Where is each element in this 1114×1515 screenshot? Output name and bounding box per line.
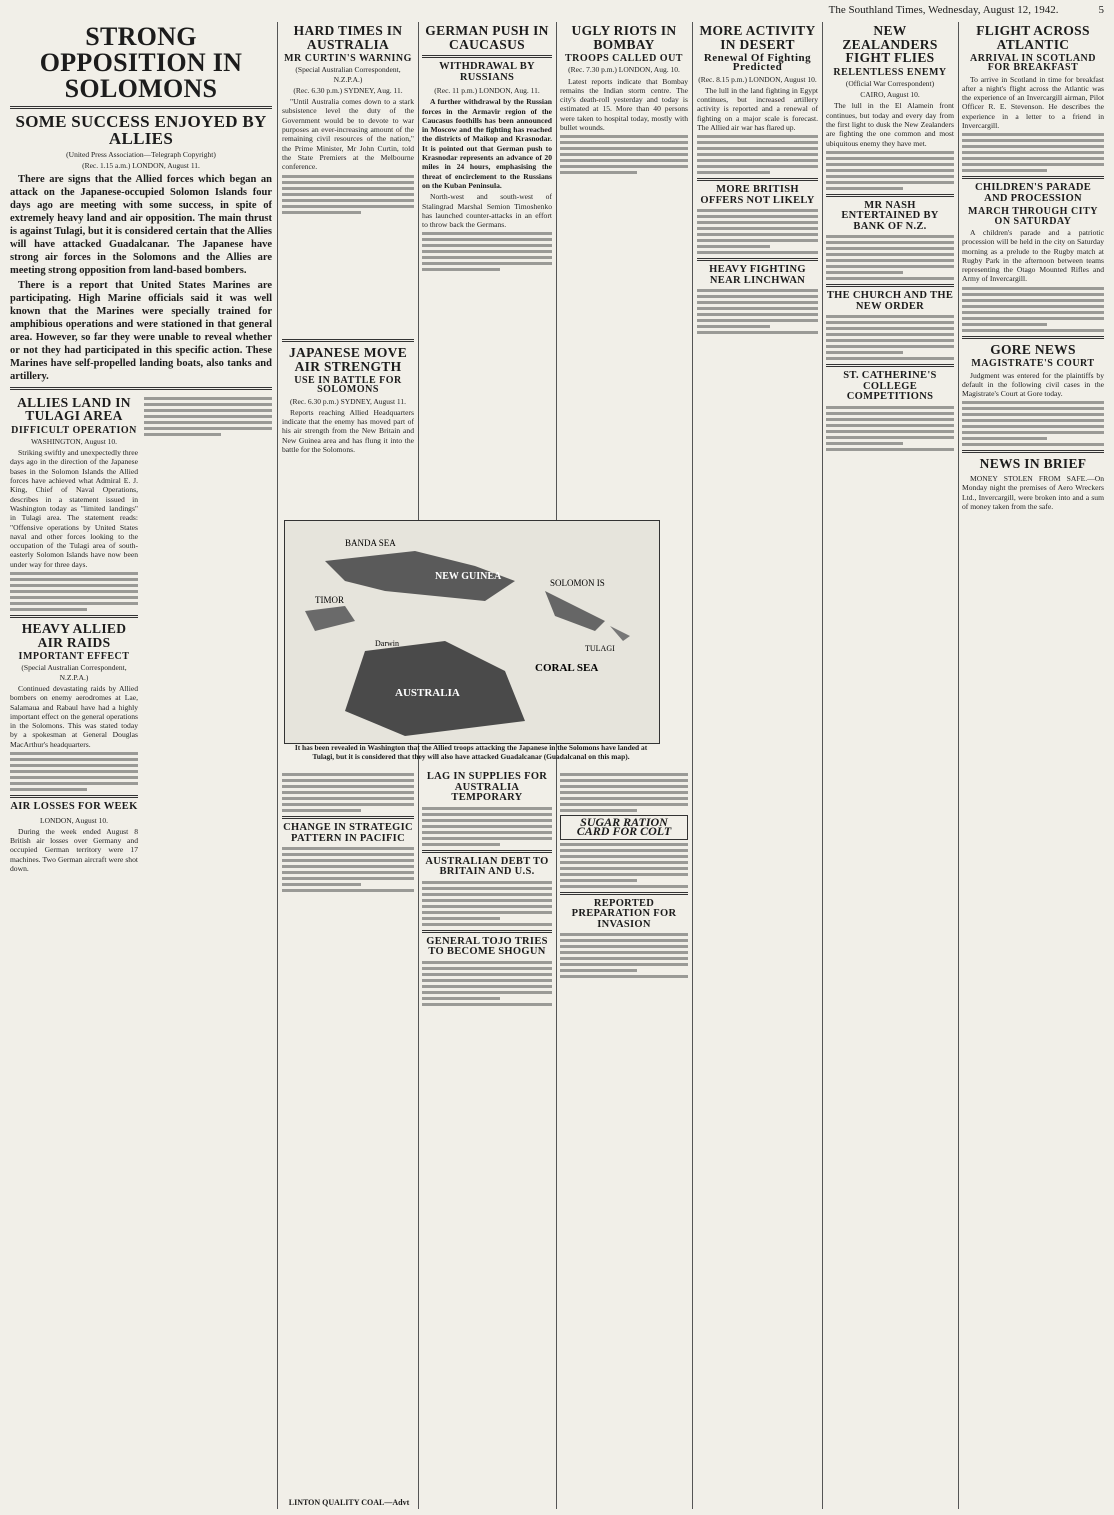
text-line <box>826 157 954 160</box>
text-line <box>422 244 552 247</box>
text-line <box>826 321 954 324</box>
credit-line: (United Press Association—Telegraph Copyright) <box>66 150 216 159</box>
map-label: CORAL SEA <box>535 662 599 674</box>
text-line <box>826 406 954 409</box>
text-line <box>826 259 954 262</box>
headline: HEAVY FIGHTING NEAR LINCHWAN <box>709 264 806 286</box>
text-line <box>962 157 1104 160</box>
text-line <box>560 153 688 156</box>
lead-paragraph: There are signs that the Allied forces which began an attack on the Japanese-occupied Solomon Islands four days ago are meeting with some success, in spite of extremely heavy land and air opposition. The main thrust is against Tulagi, but it is considered certain that the Allies will have attacked Guadalcanar. The Japanese have strong air forces in the Solomons and the Allies are meeting strong opposition from land-based bombers. <box>10 173 272 276</box>
headline: CHANGE IN STRATEGIC PATTERN IN PACIFIC <box>283 822 413 844</box>
text-line <box>697 325 770 328</box>
text-line <box>10 776 138 779</box>
dateline: (Rec. 11 p.m.) LONDON, Aug. 11. <box>434 86 540 95</box>
text-line <box>422 238 552 241</box>
text-line <box>697 331 818 334</box>
text-line <box>422 1003 552 1006</box>
map-label: Darwin <box>375 639 399 648</box>
text-line <box>697 313 818 316</box>
text-line <box>422 262 552 265</box>
masthead-date: The Southland Times, Wednesday, August 12, 1942. <box>828 4 1059 16</box>
column-mid-2 <box>422 770 552 1509</box>
text-line <box>560 791 688 794</box>
text-line <box>10 584 138 587</box>
text-line <box>10 578 138 581</box>
column-3 <box>422 22 552 517</box>
text-line <box>144 409 272 412</box>
article-text: Continued devastating raids by Allied bombers on enemy aerodromes at Lae, Salamaua and Rabaul have had a highly important effect on the general operations in the Solomons. This was stated today by a spokesman at General Douglas MacArthur's headquarters. <box>10 683 138 749</box>
text-line <box>826 418 954 421</box>
text-line <box>962 329 1104 332</box>
text-line <box>560 797 688 800</box>
headline: LAG IN SUPPLIES FOR AUSTRALIA TEMPORARY <box>426 771 548 803</box>
dateline: (Rec. 6.30 p.m.) SYDNEY, August 11. <box>289 396 407 406</box>
text-line <box>697 159 818 162</box>
subhead: USE IN BATTLE FOR SOLOMONS <box>294 375 402 396</box>
text-line <box>422 843 500 846</box>
text-line <box>282 187 414 190</box>
map-label: BANDA SEA <box>345 538 396 548</box>
subhead: Renewal Of Fighting Predicted <box>703 52 812 74</box>
text-line <box>697 165 818 168</box>
lead-subhead: SOME SUCCESS ENJOYED BY ALLIES <box>15 112 267 148</box>
text-line <box>422 256 552 259</box>
text-line <box>962 163 1104 166</box>
map-label: SOLOMON IS <box>550 578 605 588</box>
article-text: Judgment was entered for the plaintiffs by default in the following civil cases in the Magistrate's Court at Gore today. <box>962 370 1104 399</box>
headline-tulagi: ALLIES LAND IN TULAGI AREA <box>17 394 131 424</box>
headline-atlantic: FLIGHT ACROSS ATLANTIC <box>976 23 1090 52</box>
headline-air-raids: HEAVY ALLIED AIR RAIDS <box>21 621 127 650</box>
text-line <box>422 813 552 816</box>
text-line <box>422 899 552 902</box>
text-line <box>282 889 414 892</box>
lead-headline: STRONG OPPOSITION IN SOLOMONS <box>39 22 243 103</box>
column-6 <box>826 22 954 1509</box>
article-text: To arrive in Scotland in time for breakfast after a night's flight across the Atlantic was the experience of an Invercargill airman, Pilot Officer R. E. Stevenson. He describes the experience in a letter to a friend in Invercargill. <box>962 74 1104 131</box>
text-line <box>10 596 138 599</box>
text-line <box>560 933 688 936</box>
text-line <box>144 427 272 430</box>
text-line <box>697 171 770 174</box>
text-line <box>10 788 87 791</box>
text-line <box>10 770 138 773</box>
text-line <box>282 883 361 886</box>
text-line <box>560 809 637 812</box>
text-line <box>282 773 414 776</box>
text-line <box>697 141 818 144</box>
subhead: RELENTLESS ENEMY <box>833 66 947 78</box>
text-line <box>697 147 818 150</box>
subhead: MAGISTRATE'S COURT <box>971 358 1095 370</box>
text-line <box>144 397 272 400</box>
map-label: NEW GUINEA <box>435 571 502 582</box>
article-text: A children's parade and a patriotic procession will be held in the city on Saturday morning as a prelude to the Rugby match at Rugby Park in the afternoon between teams representing the Otago Mounted Rifles and Army of Invercargill. <box>962 227 1104 284</box>
text-line <box>962 407 1104 410</box>
column-2b <box>282 335 414 515</box>
text-line <box>422 997 500 1000</box>
text-line <box>422 991 552 994</box>
text-line <box>826 351 903 354</box>
text-line <box>962 323 1047 326</box>
text-line <box>962 133 1104 136</box>
text-line <box>962 293 1104 296</box>
text-line <box>282 211 361 214</box>
text-line <box>826 241 954 244</box>
text-line <box>422 807 552 810</box>
credit-line: (Official War Correspondent) <box>845 78 935 88</box>
text-line <box>560 159 688 162</box>
column-1 <box>10 22 272 1509</box>
text-line <box>282 877 414 880</box>
dateline: (Rec. 8.15 p.m.) LONDON, August 10. <box>698 74 817 84</box>
text-line <box>144 433 221 436</box>
text-line <box>282 199 414 202</box>
headline-hard-times: HARD TIMES IN AUSTRALIA <box>293 23 403 52</box>
text-line <box>962 431 1104 434</box>
text-line <box>962 311 1104 314</box>
headline-caucasus: GERMAN PUSH IN CAUCASUS <box>425 23 549 52</box>
text-line <box>962 145 1104 148</box>
text-line <box>560 147 688 150</box>
credit-line: (Special Australian Correspondent, N.Z.P.A.) <box>295 65 401 84</box>
map-caption: It has been revealed in Washington that the Allied troops attacking the Japanese in the Solomons have landed at Tulagi, but it is considered that they will also have attacked Guadalcanar (Guadalcanal on this map). <box>294 743 648 761</box>
text-line <box>560 867 688 870</box>
text-line <box>560 885 688 888</box>
subhead: MARCH THROUGH CITY ON SATURDAY <box>968 206 1098 227</box>
text-line <box>826 181 954 184</box>
headline: MORE BRITISH OFFERS NOT LIKELY <box>700 184 815 206</box>
text-line <box>826 442 903 445</box>
text-line <box>962 139 1104 142</box>
text-line <box>560 141 688 144</box>
dateline: (Rec. 1.15 a.m.) LONDON, August 11. <box>82 161 200 171</box>
text-line <box>697 239 818 242</box>
headline: CHILDREN'S PARADE AND PROCESSION <box>974 182 1092 204</box>
headline-japanese-move: JAPANESE MOVE AIR STRENGTH <box>288 345 408 374</box>
text-line <box>826 163 954 166</box>
text-line <box>826 315 954 318</box>
article-text: The lull in the land fighting in Egypt continues, but increased artillery activity is reported and a renewal of fighting on a major scale is forecast. The Allied air war has flared up. <box>697 85 818 133</box>
text-line <box>422 831 552 834</box>
text-line <box>560 879 637 882</box>
article-text: "Until Australia comes down to a stark subsistence level the duty of the Government would be to devote to war purposes an ever-increasing amount of the remaining civil resources of the nation," the Prime Minister, Mr John Curtin, told the State Premiers at the Melbourne conference. <box>282 97 414 172</box>
text-line <box>560 939 688 942</box>
text-line <box>826 327 954 330</box>
text-line <box>560 803 688 806</box>
text-line <box>560 135 688 138</box>
text-line <box>697 319 818 322</box>
subhead: ARRIVAL IN SCOTLAND FOR BREAKFAST <box>969 53 1096 74</box>
text-line <box>560 975 688 978</box>
text-line <box>697 289 818 292</box>
text-line <box>10 764 138 767</box>
text-line <box>144 421 272 424</box>
text-line <box>697 251 818 254</box>
text-line <box>422 961 552 964</box>
text-line <box>422 268 500 271</box>
text-line <box>826 235 954 238</box>
text-line <box>560 773 688 776</box>
text-line <box>826 277 954 280</box>
text-line <box>826 151 954 154</box>
text-line <box>560 969 637 972</box>
article-text: MONEY STOLEN FROM SAFE.—On Monday night the premises of Aero Wreckers Ltd., Invercargill, were broken into and a sum of money taken from the safe. <box>962 473 1104 511</box>
text-line <box>697 221 818 224</box>
article-text: Latest reports indicate that Bombay remains the Indian storm centre. The city's death-roll yesterday and today is estimated at 15. More than 40 persons were taken to hospital today, mostly with bullet wounds. <box>560 76 688 133</box>
map-figure <box>284 520 660 744</box>
text-line <box>962 287 1104 290</box>
headline: AUSTRALIAN DEBT TO BRITAIN AND U.S. <box>425 855 549 877</box>
text-line <box>962 317 1104 320</box>
subhead: WITHDRAWAL BY RUSSIANS <box>439 61 535 83</box>
text-line <box>826 247 954 250</box>
text-line <box>422 917 500 920</box>
article-text: During the week ended August 8 British air losses over Germany and occupied German territory were 17 machines. Two German aircraft were shot down. <box>10 826 138 873</box>
text-line <box>422 967 552 970</box>
text-line <box>422 905 552 908</box>
page-number: 5 <box>1098 4 1104 16</box>
text-line <box>826 412 954 415</box>
dateline: WASHINGTON, August 10. <box>30 436 118 446</box>
headline: REPORTED PREPARATION FOR INVASION <box>571 897 677 930</box>
text-line <box>962 443 1104 446</box>
text-line <box>697 233 818 236</box>
text-line <box>10 590 138 593</box>
article-text: Reports reaching Allied Headquarters indicate that the enemy has moved part of his air strength from the New Britain and New Guinea area and has flung it into the battle for the Solomons. <box>282 407 414 455</box>
dateline: CAIRO, August 10. <box>860 90 920 100</box>
headline: NEWS IN BRIEF <box>979 456 1087 472</box>
credit-line: (Special Australian Correspondent, N.Z.P.A.) <box>21 663 127 682</box>
column-mid-3 <box>560 770 688 1509</box>
subhead-tulagi: DIFFICULT OPERATION <box>11 424 137 436</box>
text-line <box>282 853 414 856</box>
text-line <box>282 847 414 850</box>
headline: MR NASH ENTERTAINED BY BANK OF N.Z. <box>841 199 939 232</box>
headline-bombay: UGLY RIOTS IN BOMBAY <box>571 23 677 52</box>
text-line <box>422 979 552 982</box>
text-line <box>10 608 87 611</box>
text-line <box>10 752 138 755</box>
text-line <box>422 819 552 822</box>
text-line <box>962 305 1104 308</box>
text-line <box>962 169 1047 172</box>
text-line <box>144 415 272 418</box>
text-line <box>826 448 954 451</box>
dateline: (Rec. 7.30 p.m.) LONDON, Aug. 10. <box>568 65 680 75</box>
headline: ST. CATHERINE'S COLLEGE COMPETITIONS <box>843 370 937 403</box>
dateline: LONDON, August 10. <box>40 815 108 825</box>
text-line <box>826 187 903 190</box>
text-line <box>560 165 688 168</box>
text-line <box>962 151 1104 154</box>
text-line <box>826 175 954 178</box>
text-line <box>826 339 954 342</box>
subhead: TROOPS CALLED OUT <box>565 53 683 64</box>
headline-air-losses: AIR LOSSES FOR WEEK <box>10 801 138 813</box>
text-line <box>10 782 138 785</box>
text-line <box>282 791 414 794</box>
text-line <box>422 825 552 828</box>
text-line <box>962 425 1104 428</box>
text-line <box>962 437 1047 440</box>
column-7 <box>962 22 1104 1509</box>
lead-paragraph-2: There is a report that United States Marines are participating. High Marine officials said it was well known that the Marines were specially trained for amphibious operations and were stationed in that general area. However, so far they were unable to reveal whether or not they had participated in this specific action. These Marines have self-propelled landing boats, also tanks and artillery. <box>10 279 272 382</box>
dateline: (Rec. 6.30 p.m.) SYDNEY, Aug. 11. <box>293 85 403 95</box>
text-line <box>560 951 688 954</box>
text-line <box>560 779 688 782</box>
text-line <box>10 758 138 761</box>
text-line <box>422 923 552 926</box>
article-text: Striking swiftly and unexpectedly three days ago in the direction of the Japanese bases in the Solomon Islands the Allied forces have achieved what Admiral E. J. King, Chief of Naval Operations, describes in a statement issued in Washington today as "limited landings" in Tulagi area. The statement reads: "Offensive operations by United States naval and other forces looking to the occupation of the Tulagi area of south-easterly Solomon Islands have now been under way for three days. <box>10 448 138 569</box>
text-line <box>282 803 414 806</box>
text-line <box>697 307 818 310</box>
text-line <box>282 865 414 868</box>
text-line <box>282 181 414 184</box>
text-line <box>422 232 552 235</box>
text-line <box>10 572 138 575</box>
advert-line: LINTON QUALITY COAL—Advt <box>288 1498 410 1507</box>
column-4 <box>560 22 688 517</box>
text-line <box>697 295 818 298</box>
text-line <box>144 403 272 406</box>
text-line <box>282 871 414 874</box>
text-line <box>826 253 954 256</box>
text-line <box>560 785 688 788</box>
subhead-air-raids: IMPORTANT EFFECT <box>18 651 130 663</box>
text-line <box>560 873 688 876</box>
text-line <box>422 887 552 890</box>
text-line <box>282 785 414 788</box>
text-line <box>962 419 1104 422</box>
text-line <box>962 401 1104 404</box>
headline: GORE NEWS <box>990 341 1076 357</box>
text-line <box>826 169 954 172</box>
text-line <box>697 153 818 156</box>
text-line <box>962 413 1104 416</box>
headline-desert: MORE ACTIVITY IN DESERT <box>699 23 816 52</box>
text-line <box>697 245 770 248</box>
masthead <box>10 4 1104 22</box>
text-line <box>962 299 1104 302</box>
text-line <box>826 271 903 274</box>
text-line <box>560 843 688 846</box>
text-line <box>697 215 818 218</box>
text-line <box>422 911 552 914</box>
text-line <box>560 957 688 960</box>
headline: GENERAL TOJO TRIES TO BECOME SHOGUN <box>426 935 548 957</box>
text-line <box>560 861 688 864</box>
headline: SUGAR RATION CARD FOR COLT <box>576 815 672 839</box>
text-line <box>282 205 414 208</box>
headline-nz-flies: NEW ZEALANDERS FIGHT FLIES <box>842 23 938 65</box>
text-line <box>282 809 361 812</box>
text-line <box>826 357 954 360</box>
text-line <box>422 893 552 896</box>
text-line <box>697 135 818 138</box>
text-line <box>560 849 688 852</box>
lead-paragraph: A further withdrawal by the Russian forces in the Armavir region of the Caucasus foothills has been announced in Moscow and the fighting has reached the districts of Maikop and Krasnodar. It is pointed out that German push to Krasnodar represents an advance of 20 miles in 24 hours, emphasising the threat of encirclement to the Russians on the Kuban Peninsula. <box>422 97 552 190</box>
subhead: MR CURTIN'S WARNING <box>284 53 412 64</box>
text-line <box>826 424 954 427</box>
text-line <box>697 301 818 304</box>
text-line <box>826 265 954 268</box>
article-text: North-west and south-west of Stalingrad Marshal Semion Timoshenko has launched counter-attacks in an effort to throw back the Germans. <box>422 192 552 230</box>
text-line <box>422 881 552 884</box>
text-line <box>697 227 818 230</box>
text-line <box>282 859 414 862</box>
text-line <box>282 193 414 196</box>
solomons-map <box>285 521 659 743</box>
column-mid-1 <box>282 770 414 1509</box>
article-text: The lull in the El Alamein front continues, but today and every day from the first light to dusk the New Zealanders are fighting the one common and most ubiquitous enemy they have met. <box>826 101 954 148</box>
headline: THE CHURCH AND THE NEW ORDER <box>826 290 954 312</box>
text-line <box>560 855 688 858</box>
column-5 <box>697 22 818 1509</box>
text-line <box>826 345 954 348</box>
text-line <box>282 797 414 800</box>
map-label: TULAGI <box>585 644 615 653</box>
text-line <box>826 436 954 439</box>
text-line <box>422 973 552 976</box>
text-line <box>826 333 954 336</box>
text-line <box>826 430 954 433</box>
text-line <box>560 963 688 966</box>
text-line <box>10 602 138 605</box>
map-label: AUSTRALIA <box>395 687 460 699</box>
text-line <box>422 250 552 253</box>
map-label: TIMOR <box>315 595 344 605</box>
text-line <box>697 209 818 212</box>
text-line <box>282 175 414 178</box>
text-line <box>422 837 552 840</box>
text-line <box>422 985 552 988</box>
text-line <box>282 779 414 782</box>
text-line <box>560 171 637 174</box>
text-line <box>560 945 688 948</box>
